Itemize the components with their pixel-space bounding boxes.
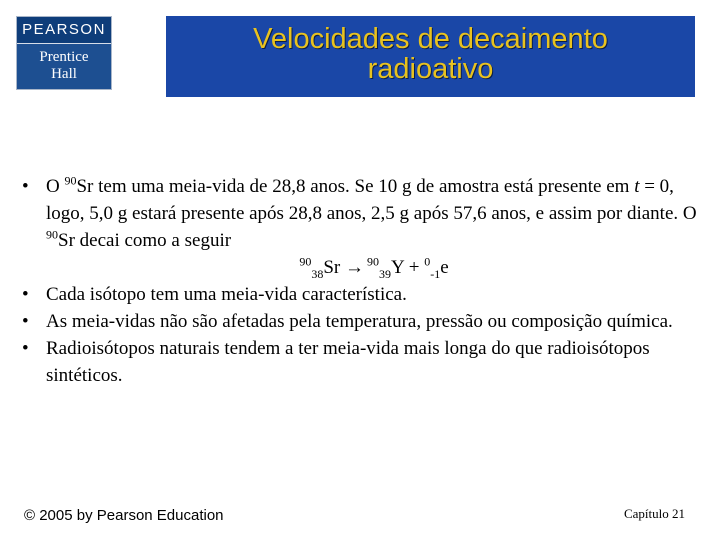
slide-title-line-1: Velocidades de decaimento	[253, 23, 608, 55]
eq-symbol-y: Y +	[390, 257, 425, 278]
bullet-1-text-c: = 0, logo, 5,0 g estará presente após 28,8 anos, 2,5 g após 57,6 anos, e assim por diante. O	[46, 176, 697, 224]
bullet-1-text-a: O	[46, 176, 65, 197]
chapter-label: Capítulo 21	[623, 506, 685, 521]
bullet-marker: •	[22, 176, 29, 197]
bullet-marker: •	[22, 284, 29, 305]
mass-number-sup-2: 90	[46, 227, 58, 242]
eq-mass-e: 0	[424, 254, 431, 269]
eq-atomic-y: 39	[378, 266, 391, 281]
logo-subtitle	[17, 49, 111, 83]
slide-title-line-2: radioativo	[367, 53, 494, 85]
variable-t: t	[634, 176, 640, 197]
eq-atomic-e: -1	[430, 266, 441, 281]
bullet-marker: •	[22, 338, 29, 359]
slide-content	[22, 173, 702, 389]
mass-number-sup: 90	[64, 173, 77, 188]
eq-symbol-sr: Sr	[323, 257, 345, 278]
reaction-arrow-icon: →	[344, 257, 364, 278]
logo-line-hall: Hall	[51, 66, 77, 82]
pearson-prentice-hall-logo	[16, 16, 112, 90]
bullet-characteristic-half-life	[22, 281, 702, 308]
eq-symbol-e: e	[440, 257, 449, 278]
copyright-footer: © 2005 by Pearson Education	[24, 507, 224, 524]
bullet-marker: •	[22, 311, 29, 332]
bullet-4-text: Radioisótopos naturais tendem a ter meia-vida mais longa do que radioisótopos sintéticos.	[46, 338, 650, 386]
bullet-1-text-d: Sr decai como a seguir	[58, 230, 232, 251]
bullet-3-text: As meia-vidas não são afetadas pela temperatura, pressão ou composição química.	[46, 311, 673, 332]
decay-equation	[22, 254, 702, 281]
logo-line-prentice: Prentice	[39, 49, 89, 65]
bullet-2-text: Cada isótopo tem uma meia-vida característica.	[46, 284, 407, 305]
logo-brand: PEARSON	[17, 17, 111, 44]
eq-atomic-sr: 38	[311, 266, 324, 281]
eq-mass-y: 90	[363, 254, 379, 269]
bullet-strontium-half-life	[22, 173, 702, 254]
eq-mass-sr: 90	[299, 254, 312, 269]
bullet-1-text-b: Sr tem uma meia-vida de 28,8 anos. Se 10 g de amostra está presente em	[76, 176, 635, 197]
title-banner	[166, 16, 695, 97]
slide-title	[166, 24, 695, 84]
bullet-unaffected-conditions	[22, 308, 702, 335]
bullet-natural-vs-synthetic	[22, 335, 702, 389]
